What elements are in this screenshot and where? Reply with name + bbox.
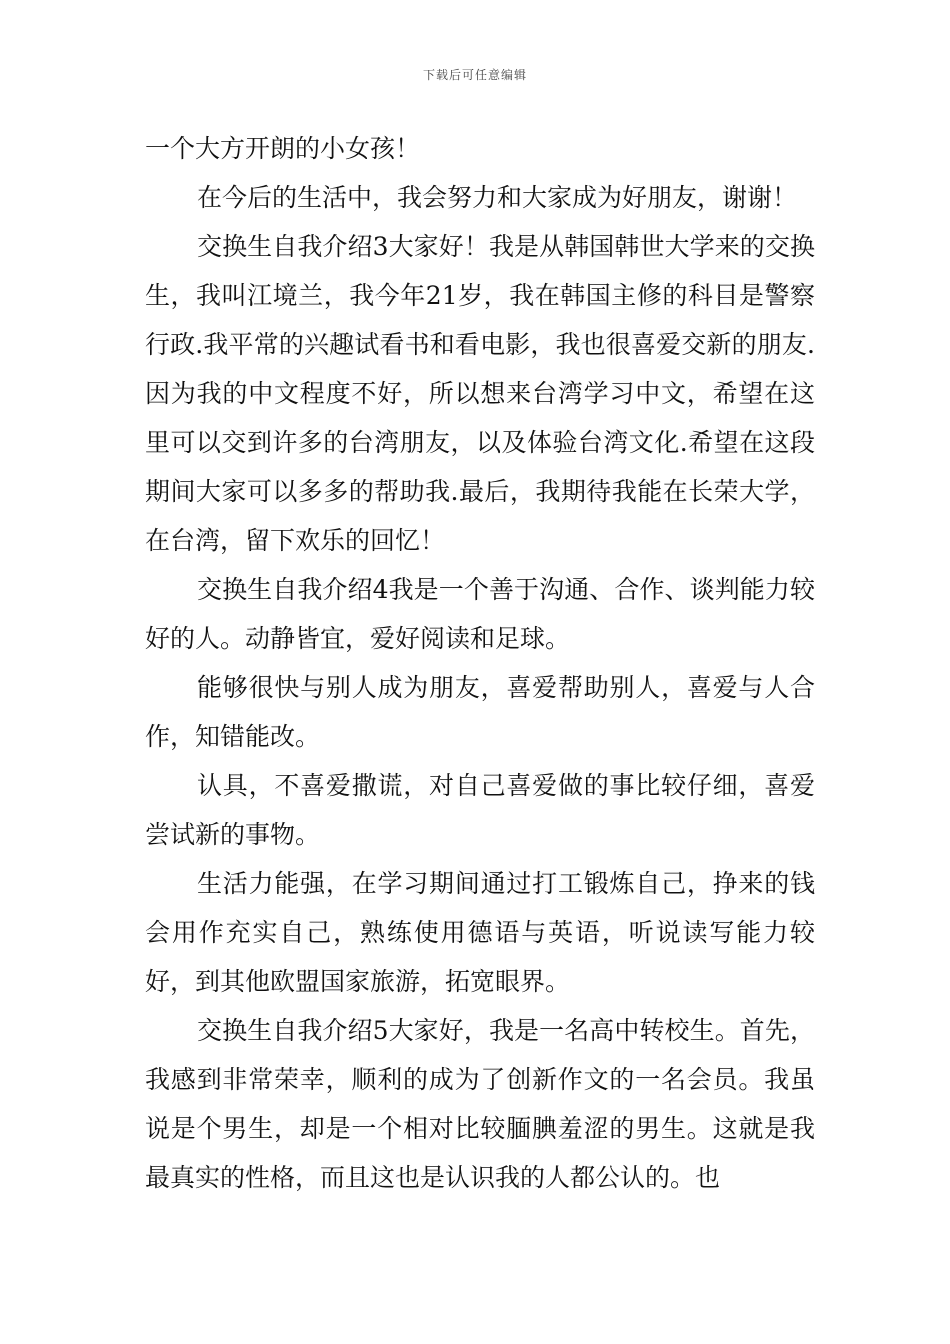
paragraph-introduction-5: 交换生自我介绍5大家好，我是一名高中转校生。首先，我感到非常荣幸，顺利的成为了创新作文的一名会员。我虽说是个男生，却是一个相对比较腼腆羞涩的男生。这就是我最真实的性格，而且这也是认识我的人都公认的。也 (145, 1016, 815, 1192)
paragraph-intro-end: 一个大方开朗的小女孩！ (145, 134, 421, 163)
paragraph-honesty: 认具，不喜爱撒谎，对自己喜爱做的事比较仔细，喜爱尝试新的事物。 (145, 771, 815, 849)
page-header: 下载后可任意编辑 (422, 68, 527, 82)
paragraph-friendship: 能够很快与别人成为朋友，喜爱帮助别人，喜爱与人合作，知错能改。 (145, 673, 815, 751)
paragraph-introduction-4: 交换生自我介绍4我是一个善于沟通、合作、谈判能力较好的人。动静皆宜，爱好阅读和足球。 (145, 575, 815, 653)
paragraph-closing-thanks: 在今后的生活中，我会努力和大家成为好朋友，谢谢！ (197, 183, 798, 212)
document-body (145, 124, 815, 1202)
paragraph-life-skills: 生活力能强，在学习期间通过打工锻炼自己，挣来的钱会用作充实自己，熟练使用德语与英语，听说读写能力较好，到其他欧盟国家旅游，拓宽眼界。 (145, 869, 815, 996)
paragraph-introduction-3: 交换生自我介绍3大家好！我是从韩国韩世大学来的交换生，我叫江境兰，我今年21岁，我在韩国主修的科目是警察行政.我平常的兴趣试看书和看电影，我也很喜爱交新的朋友.因为我的中文程度不好，所以想来台湾学习中文，希望在这里可以交到许多的台湾朋友，以及体验台湾文化.希望在这段期间大家可以多多的帮助我.最后，我期待我能在长荣大学，在台湾，留下欢乐的回忆！ (145, 232, 815, 555)
